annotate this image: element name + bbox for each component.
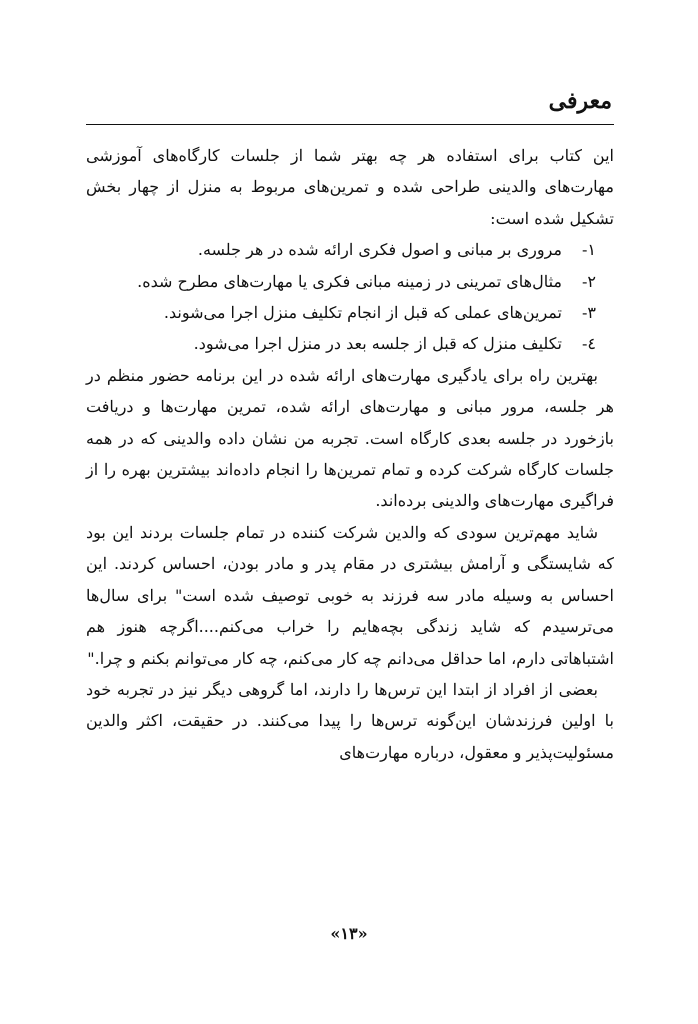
list-item [86, 297, 614, 328]
list-item-text: تمرین‌های عملی که قبل از انجام تکلیف منزل اجرا می‌شوند. [163, 303, 562, 323]
intro-paragraph: این کتاب برای استفاده هر چه بهتر شما از جلسات کارگاه‌های آموزشی مهارت‌های والدینی طراحی شده و تمرین‌های مربوط به منزل از چهار بخش تشکیل شده است: [86, 146, 614, 228]
list-item-text: تکلیف منزل که قبل از جلسه بعد در منزل اجرا می‌شود. [193, 334, 562, 354]
paragraph-benefit: شاید مهم‌ترین سودی که والدین شرکت کننده در تمام جلسات بردند این بود که شایستگی و آرامش بیشتری در مقام پدر و مادر بودن، احساس کردند. این احساس به وسیله مادر سه فرزند به خوبی توصیف شده است" برای سال‌ها می‌ترسیدم که شاید زندگی بچه‌هایم را خراب می‌کنم....اگرچه هنوز هم اشتباهاتی دارم، اما حداقل می‌دانم چه کار می‌کنم، چه کار می‌توانم بکنم و چرا." [86, 522, 614, 668]
parts-list [86, 234, 614, 360]
list-item [86, 328, 614, 359]
list-item-number: ۳- [582, 303, 596, 323]
list-item-number: ۲- [582, 271, 596, 291]
paragraph-fears: بعضی از افراد از ابتدا این ترس‌ها را دارند، اما گروهی دیگر نیز در تجربه خود با اولین فرزندشان این‌گونه ترس‌ها را پیدا می‌کنند. در حقیقت، اکثر والدین مسئولیت‌پذیر و معقول، درباره مهارت‌های [86, 679, 614, 762]
list-item-text: مثال‌های تمرینی در زمینه مبانی فکری یا مهارت‌های مطرح شده. [137, 271, 562, 291]
list-item [86, 266, 614, 297]
paragraph-best-way: بهترین راه برای یادگیری مهارت‌های ارائه شده در این برنامه حضور منظم در هر جلسه، مرور مبانی و مهارت‌های ارائه شده، تمرین مهارت‌ها و دریافت بازخورد در جلسه بعدی کارگاه است. تجربه من نشان داده والدینی که در همه جلسات کارگاه شرکت کرده و تمام تمرین‌ها را انجام داده‌اند بیشترین بهره را از فراگیری مهارت‌های والدینی برده‌اند. [86, 365, 614, 511]
page-number: «۱۳» [330, 924, 368, 943]
list-item [86, 234, 614, 265]
list-item-number: ۱- [582, 240, 596, 260]
header-rule [86, 124, 614, 125]
list-item-text: مروری بر مبانی و اصول فکری ارائه شده در هر جلسه. [197, 240, 562, 260]
body-text [86, 140, 614, 768]
list-item-number: ٤- [582, 334, 596, 354]
chapter-title: معرفی [548, 88, 612, 114]
